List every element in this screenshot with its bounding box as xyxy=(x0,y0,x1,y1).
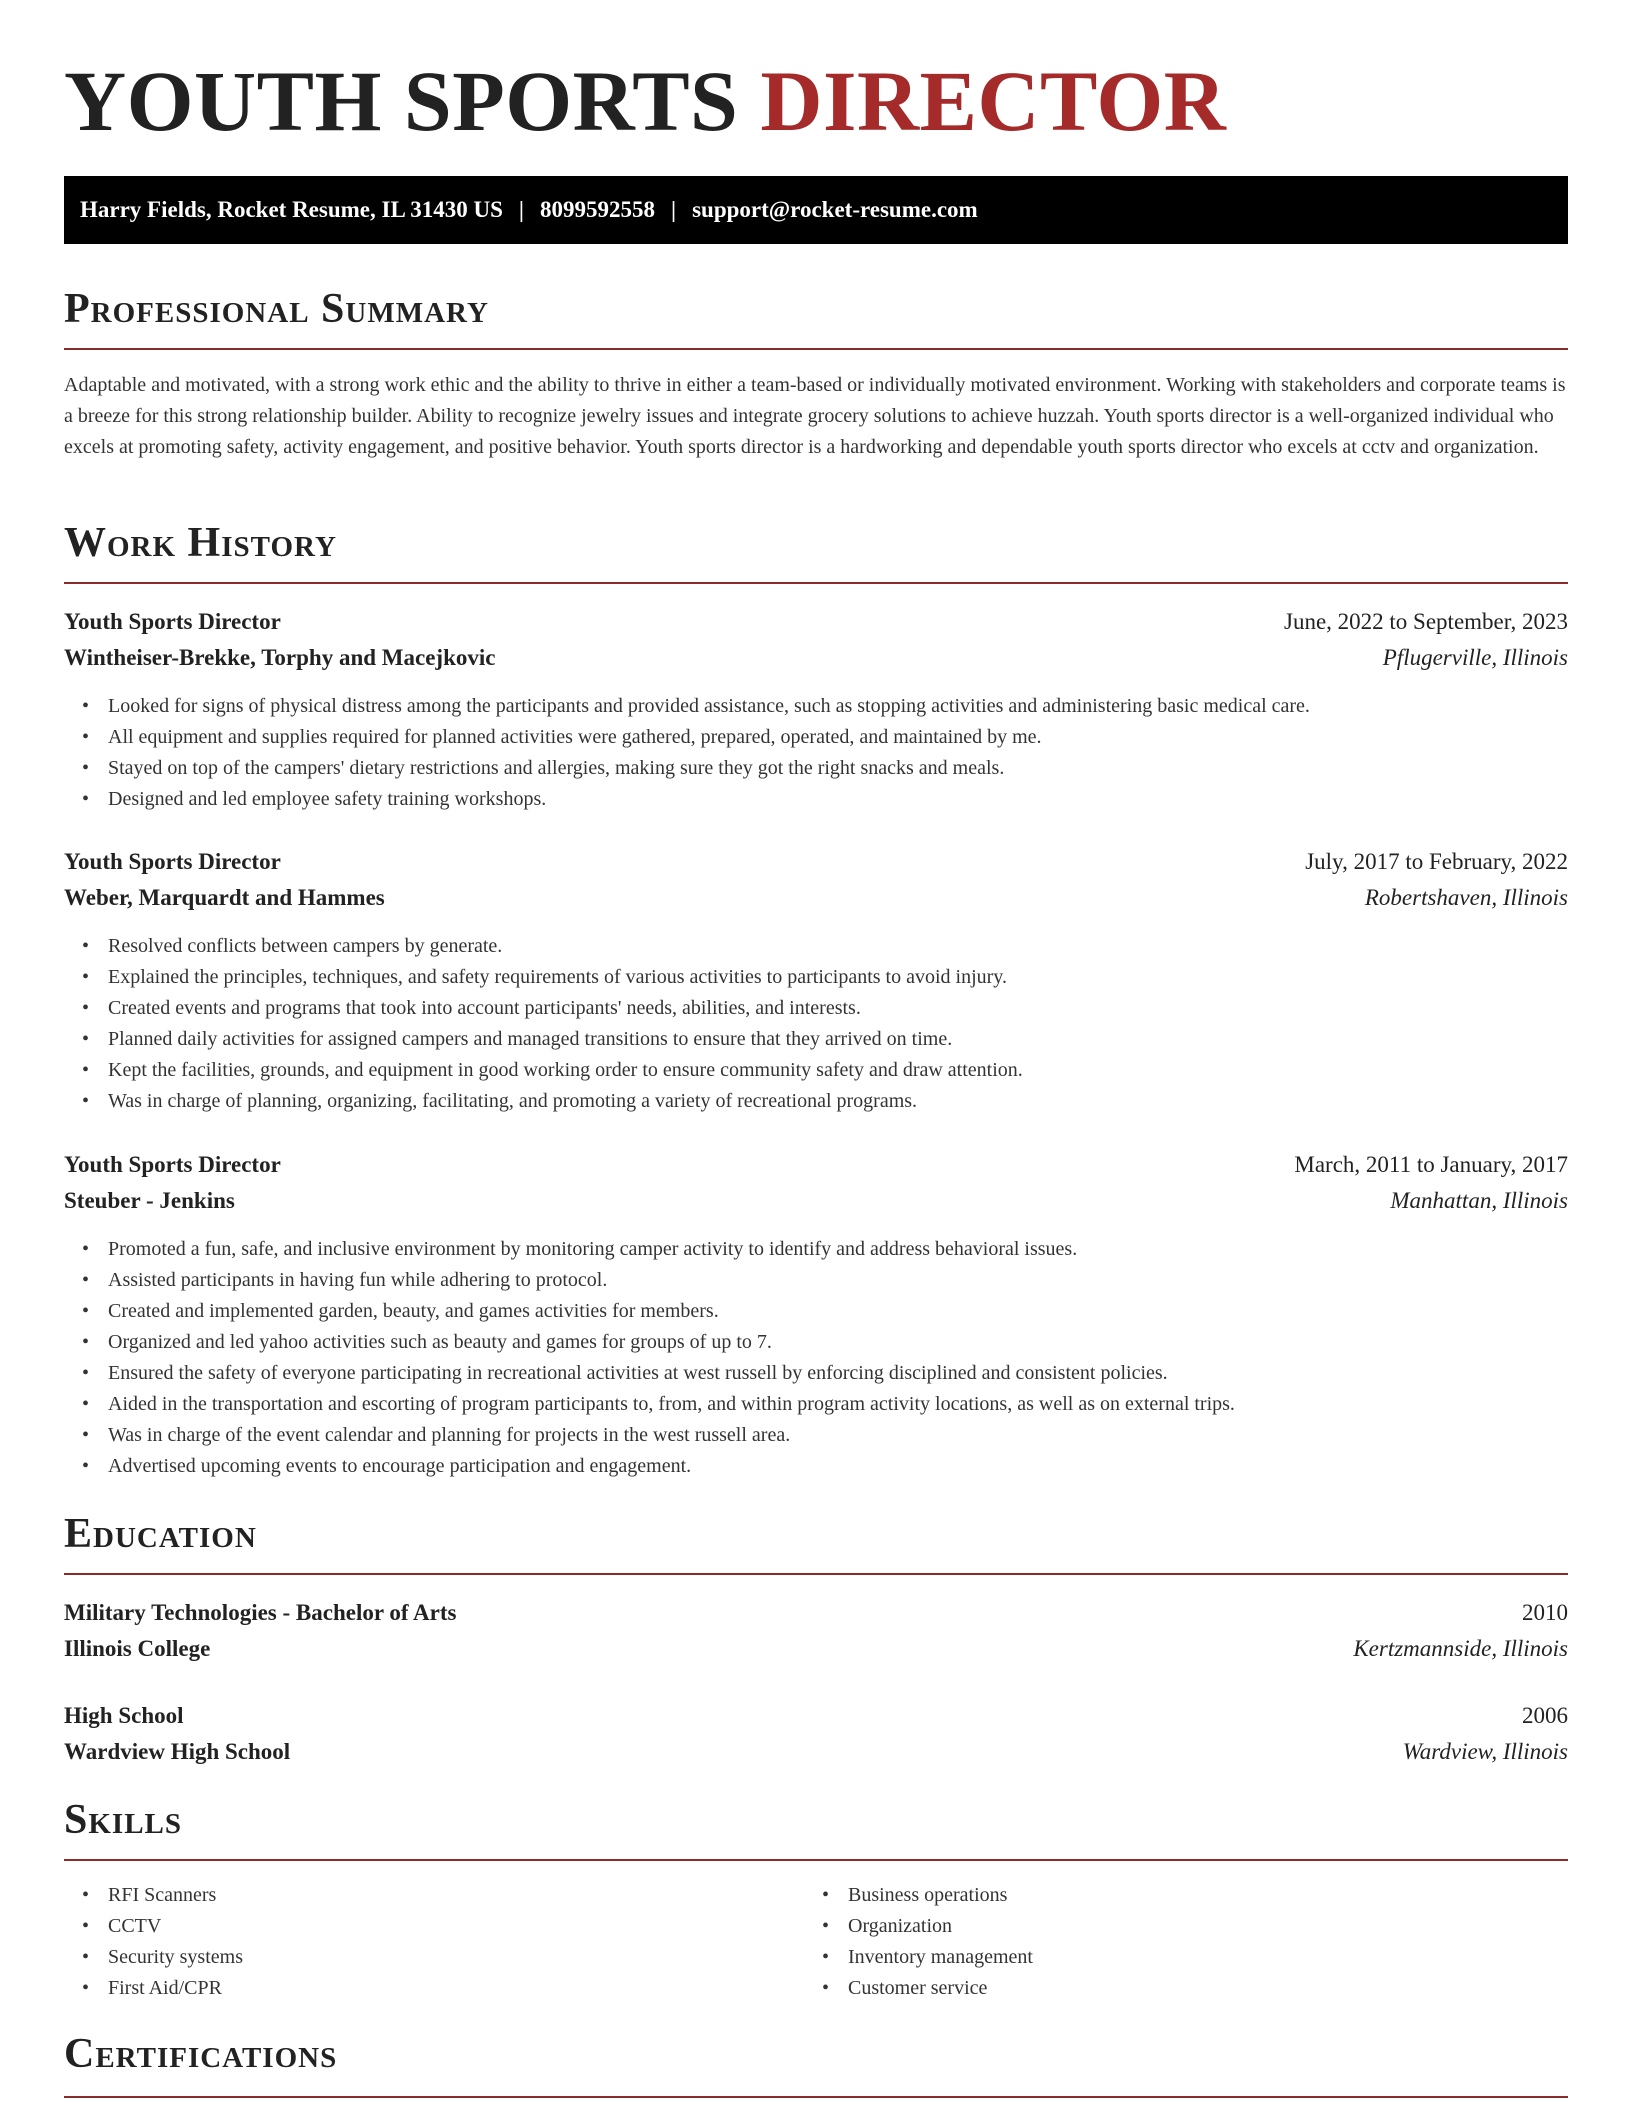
job-company-row xyxy=(64,642,1568,674)
title-main: YOUTH SPORTS xyxy=(64,53,739,149)
job-location: Pflugerville, Illinois xyxy=(1382,645,1568,670)
section-title: Professional Summary xyxy=(64,286,489,332)
skill-item: • Inventory management xyxy=(848,1942,1548,1973)
education-degree: High School xyxy=(64,1703,184,1728)
education-location: Kertzmannside, Illinois xyxy=(1353,1636,1568,1661)
education-year: 2006 xyxy=(1522,1703,1568,1728)
section-title: Work History xyxy=(64,520,337,566)
job-bullet: • Advertised upcoming events to encourage participation and engagement. xyxy=(108,1451,1548,1482)
job-company-row xyxy=(64,882,1568,914)
job-location: Manhattan, Illinois xyxy=(1390,1188,1568,1213)
skill-item: • CCTV xyxy=(108,1911,808,1942)
education-year: 2010 xyxy=(1522,1600,1568,1625)
job-company-row xyxy=(64,1185,1568,1217)
job-bullet: • Assisted participants in having fun while adhering to protocol. xyxy=(108,1265,1548,1296)
job-bullet: • Was in charge of planning, organizing, facilitating, and promoting a variety of recreational programs. xyxy=(108,1086,1548,1117)
summary-text: Adaptable and motivated, with a strong work ethic and the ability to thrive in either a team-based or individually motivated environment. Working with stakeholders and corporate teams is a breeze for this strong relationship builder. Ability to recognize jewelry issues and integrate grocery solutions to achieve huzzah. Youth sports director is a well-organized individual who excels at promoting safety, activity engagement, and positive behavior. Youth sports director is a hardworking and dependable youth sports director who excels at cctv and organization. xyxy=(64,374,1566,458)
section-education-header xyxy=(64,1513,1568,1575)
contact-phone[interactable]: 8099592558 xyxy=(540,197,655,222)
job-location: Robertshaven, Illinois xyxy=(1364,885,1568,910)
job-bullet: • Organized and led yahoo activities such as beauty and games for groups of up to 7. xyxy=(108,1327,1548,1358)
job-bullet: • Promoted a fun, safe, and inclusive environment by monitoring camper activity to identify and address behavioral issues. xyxy=(108,1234,1548,1265)
contact-separator: | xyxy=(518,197,524,222)
job-title-row xyxy=(64,846,1568,878)
resume-title xyxy=(64,53,1227,149)
job-bullet: • Looked for signs of physical distress among the participants and provided assistance, such as stopping activities and administering basic medical care. xyxy=(108,691,1548,722)
contact-email[interactable]: support@rocket-resume.com xyxy=(692,197,978,222)
education-school-row xyxy=(64,1633,1568,1665)
section-title: Education xyxy=(64,1511,257,1557)
education-degree: Military Technologies - Bachelor of Arts xyxy=(64,1600,457,1625)
education-degree-row xyxy=(64,1700,1568,1732)
education-school-row xyxy=(64,1736,1568,1768)
job-bullets xyxy=(108,931,1548,1117)
title-accent: DIRECTOR xyxy=(760,53,1227,149)
education-location: Wardview, Illinois xyxy=(1402,1739,1568,1764)
job-title-row xyxy=(64,1149,1568,1181)
job-bullet: • All equipment and supplies required for planned activities were gathered, prepared, operated, and maintained by me. xyxy=(108,722,1548,753)
skills-list-right xyxy=(848,1880,1548,2004)
job-bullet: • Explained the principles, techniques, and safety requirements of various activities to participants to avoid injury. xyxy=(108,962,1548,993)
skill-item: • Customer service xyxy=(848,1973,1548,2004)
contact-separator: | xyxy=(671,197,677,222)
job-bullet: • Aided in the transportation and escorting of program participants to, from, and within program activity locations, as well as on external trips. xyxy=(108,1389,1548,1420)
contact-bar xyxy=(64,176,1568,244)
job-bullet: • Was in charge of the event calendar and planning for projects in the west russell area. xyxy=(108,1420,1548,1451)
job-bullet: • Designed and led employee safety training workshops. xyxy=(108,784,1548,815)
contact-address: Harry Fields, Rocket Resume, IL 31430 US xyxy=(80,197,503,222)
section-title: Skills xyxy=(64,1797,183,1843)
section-summary-header xyxy=(64,288,1568,350)
job-bullets xyxy=(108,691,1548,815)
job-dates: July, 2017 to February, 2022 xyxy=(1305,849,1568,874)
education-school: Illinois College xyxy=(64,1636,211,1661)
job-title-row xyxy=(64,606,1568,638)
job-bullet: • Created and implemented garden, beauty, and games activities for members. xyxy=(108,1296,1548,1327)
job-bullet: • Stayed on top of the campers' dietary restrictions and allergies, making sure they got the right snacks and meals. xyxy=(108,753,1548,784)
job-company: Weber, Marquardt and Hammes xyxy=(64,885,385,910)
job-bullet: • Planned daily activities for assigned campers and managed transitions to ensure that they arrived on time. xyxy=(108,1024,1548,1055)
job-company: Steuber - Jenkins xyxy=(64,1188,235,1213)
job-bullet: • Kept the facilities, grounds, and equipment in good working order to ensure community safety and draw attention. xyxy=(108,1055,1548,1086)
job-title: Youth Sports Director xyxy=(64,849,281,874)
skill-item: • Business operations xyxy=(848,1880,1548,1911)
job-bullet: • Created events and programs that took into account participants' needs, abilities, and interests. xyxy=(108,993,1548,1024)
skills-list-left xyxy=(108,1880,808,2004)
job-dates: June, 2022 to September, 2023 xyxy=(1284,609,1568,634)
section-work-header xyxy=(64,522,1568,584)
section-certifications-header xyxy=(64,2033,1568,2098)
skill-item: • RFI Scanners xyxy=(108,1880,808,1911)
job-bullet: • Resolved conflicts between campers by generate. xyxy=(108,931,1548,962)
job-company: Wintheiser-Brekke, Torphy and Macejkovic xyxy=(64,645,496,670)
job-bullet: • Ensured the safety of everyone participating in recreational activities at west russell by enforcing disciplined and consistent policies. xyxy=(108,1358,1548,1389)
job-title: Youth Sports Director xyxy=(64,1152,281,1177)
job-title: Youth Sports Director xyxy=(64,609,281,634)
section-skills-header xyxy=(64,1799,1568,1861)
education-school: Wardview High School xyxy=(64,1739,291,1764)
job-dates: March, 2011 to January, 2017 xyxy=(1294,1152,1568,1177)
section-title: Certifications xyxy=(64,2031,338,2077)
skill-item: • First Aid/CPR xyxy=(108,1973,808,2004)
job-bullets xyxy=(108,1234,1548,1482)
skill-item: • Security systems xyxy=(108,1942,808,1973)
skill-item: • Organization xyxy=(848,1911,1548,1942)
education-degree-row xyxy=(64,1597,1568,1629)
